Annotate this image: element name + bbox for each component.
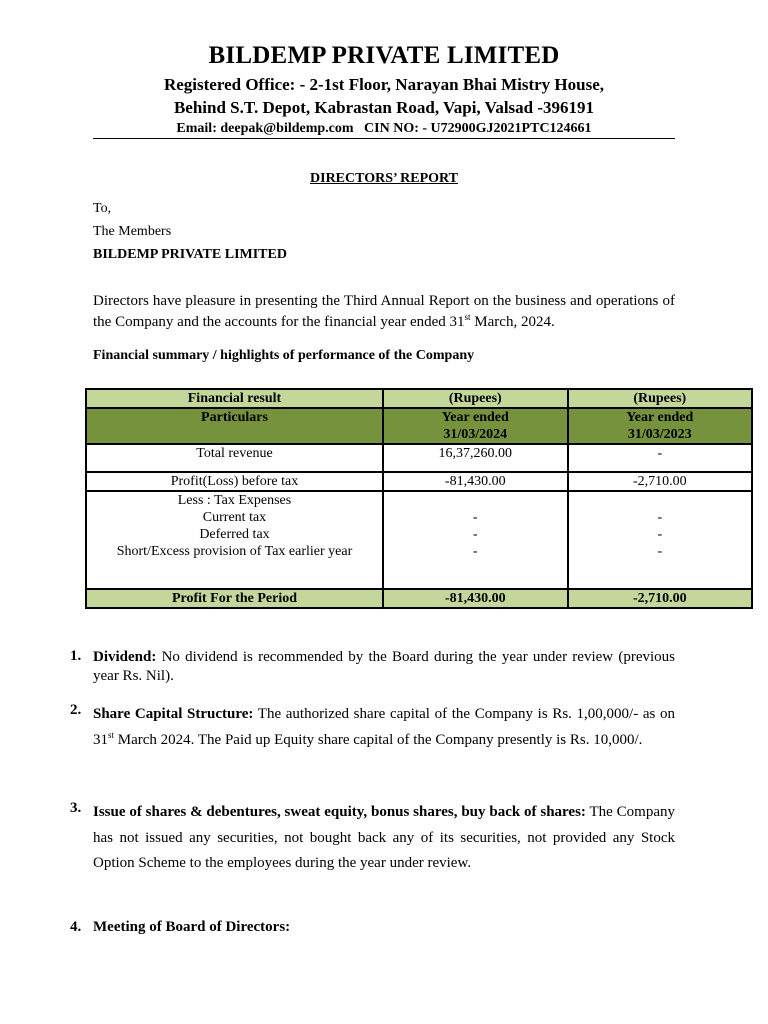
company-name: BILDEMP PRIVATE LIMITED: [208, 42, 560, 69]
intro-paragraph: Directors have pleasure in presenting the Third Annual Report on the business and operations of the Company and the accounts for the financial year ended 31st March, 2024.: [93, 293, 675, 330]
row-value-cy: 16,37,260.00: [383, 444, 568, 472]
header-financial-result: Financial result: [86, 389, 383, 408]
row-label: Profit(Loss) before tax: [86, 472, 383, 491]
list-text: Meeting of Board of Directors:: [93, 919, 291, 935]
tax-item-label: Current tax: [202, 510, 267, 525]
total-label: Profit For the Period: [86, 589, 383, 608]
tax-item-value: -: [657, 527, 663, 542]
report-title: DIRECTORS’ REPORT: [310, 171, 458, 186]
tax-values-cy: [383, 491, 568, 589]
row-value-py: -: [568, 444, 752, 472]
list-item: [70, 919, 675, 939]
salutation-to: To,: [93, 201, 112, 216]
address-line-1: Registered Office: - 2-1st Floor, Narayan Bhai Mistry House,: [163, 75, 605, 94]
list-item: [70, 800, 675, 878]
tax-values-py: [568, 491, 752, 589]
row-value-cy: -81,430.00: [383, 472, 568, 491]
table-header-row: [86, 389, 752, 408]
summary-heading: Financial summary / highlights of performance of the Company: [93, 348, 475, 363]
tax-item-value: -: [472, 527, 478, 542]
row-value-py: -2,710.00: [568, 472, 752, 491]
tax-labels: [86, 491, 383, 589]
list-item: [70, 648, 675, 690]
list-text: Share Capital Structure: The authorized share capital of the Company is Rs. 1,00,000/- as on 31st March 2024. The Paid up Equity share capital of the Company presently is Rs. 10,000/.: [93, 706, 676, 748]
list-number: 4.: [70, 919, 82, 935]
table-row: [86, 472, 752, 491]
header-particulars: Particulars: [86, 408, 383, 444]
tax-item-value: -: [657, 510, 663, 525]
total-value-cy: -81,430.00: [383, 589, 568, 608]
header-divider: [93, 138, 675, 139]
list-item: [70, 702, 675, 780]
tax-heading: Less : Tax Expenses: [177, 493, 292, 508]
financial-summary-table: [85, 388, 753, 609]
header-rupees-cy: (Rupees): [383, 389, 568, 408]
header-year-ended-2023: Year ended 31/03/2023: [568, 408, 752, 444]
header-rupees-py: (Rupees): [568, 389, 752, 408]
table-subheader-row: [86, 408, 752, 444]
salutation-members: The Members: [93, 224, 172, 239]
salutation-company: BILDEMP PRIVATE LIMITED: [93, 247, 287, 262]
tax-item-value: -: [472, 544, 478, 559]
list-number: 1.: [70, 648, 82, 664]
header-year-ended-2024: Year ended 31/03/2024: [383, 408, 568, 444]
tax-item-label: Short/Excess provision of Tax earlier year: [116, 544, 353, 559]
tax-item-label: Deferred tax: [199, 527, 270, 542]
table-row: [86, 444, 752, 472]
row-label: Total revenue: [86, 444, 383, 472]
list-number: 3.: [70, 800, 82, 816]
tax-item-value: -: [657, 544, 663, 559]
address-line-2: Behind S.T. Depot, Kabrastan Road, Vapi, Valsad -396191: [173, 98, 595, 117]
list-text: Issue of shares & debentures, sweat equity, bonus shares, buy back of shares: The Company has not issued any securities, not bought back any of its securities, not provided any Stock Option Scheme to the employees during the year under review.: [93, 804, 675, 871]
table-total-row: [86, 589, 752, 608]
list-text: Dividend: No dividend is recommended by the Board during the year under review (previous year Rs. Nil).: [93, 649, 675, 684]
email-cin-line: Email: deepak@bildemp.com CIN NO: - U72900GJ2021PTC124661: [176, 121, 592, 136]
total-value-py: -2,710.00: [568, 589, 752, 608]
table-row-tax: [86, 491, 752, 589]
list-number: 2.: [70, 702, 82, 718]
tax-item-value: -: [472, 510, 478, 525]
